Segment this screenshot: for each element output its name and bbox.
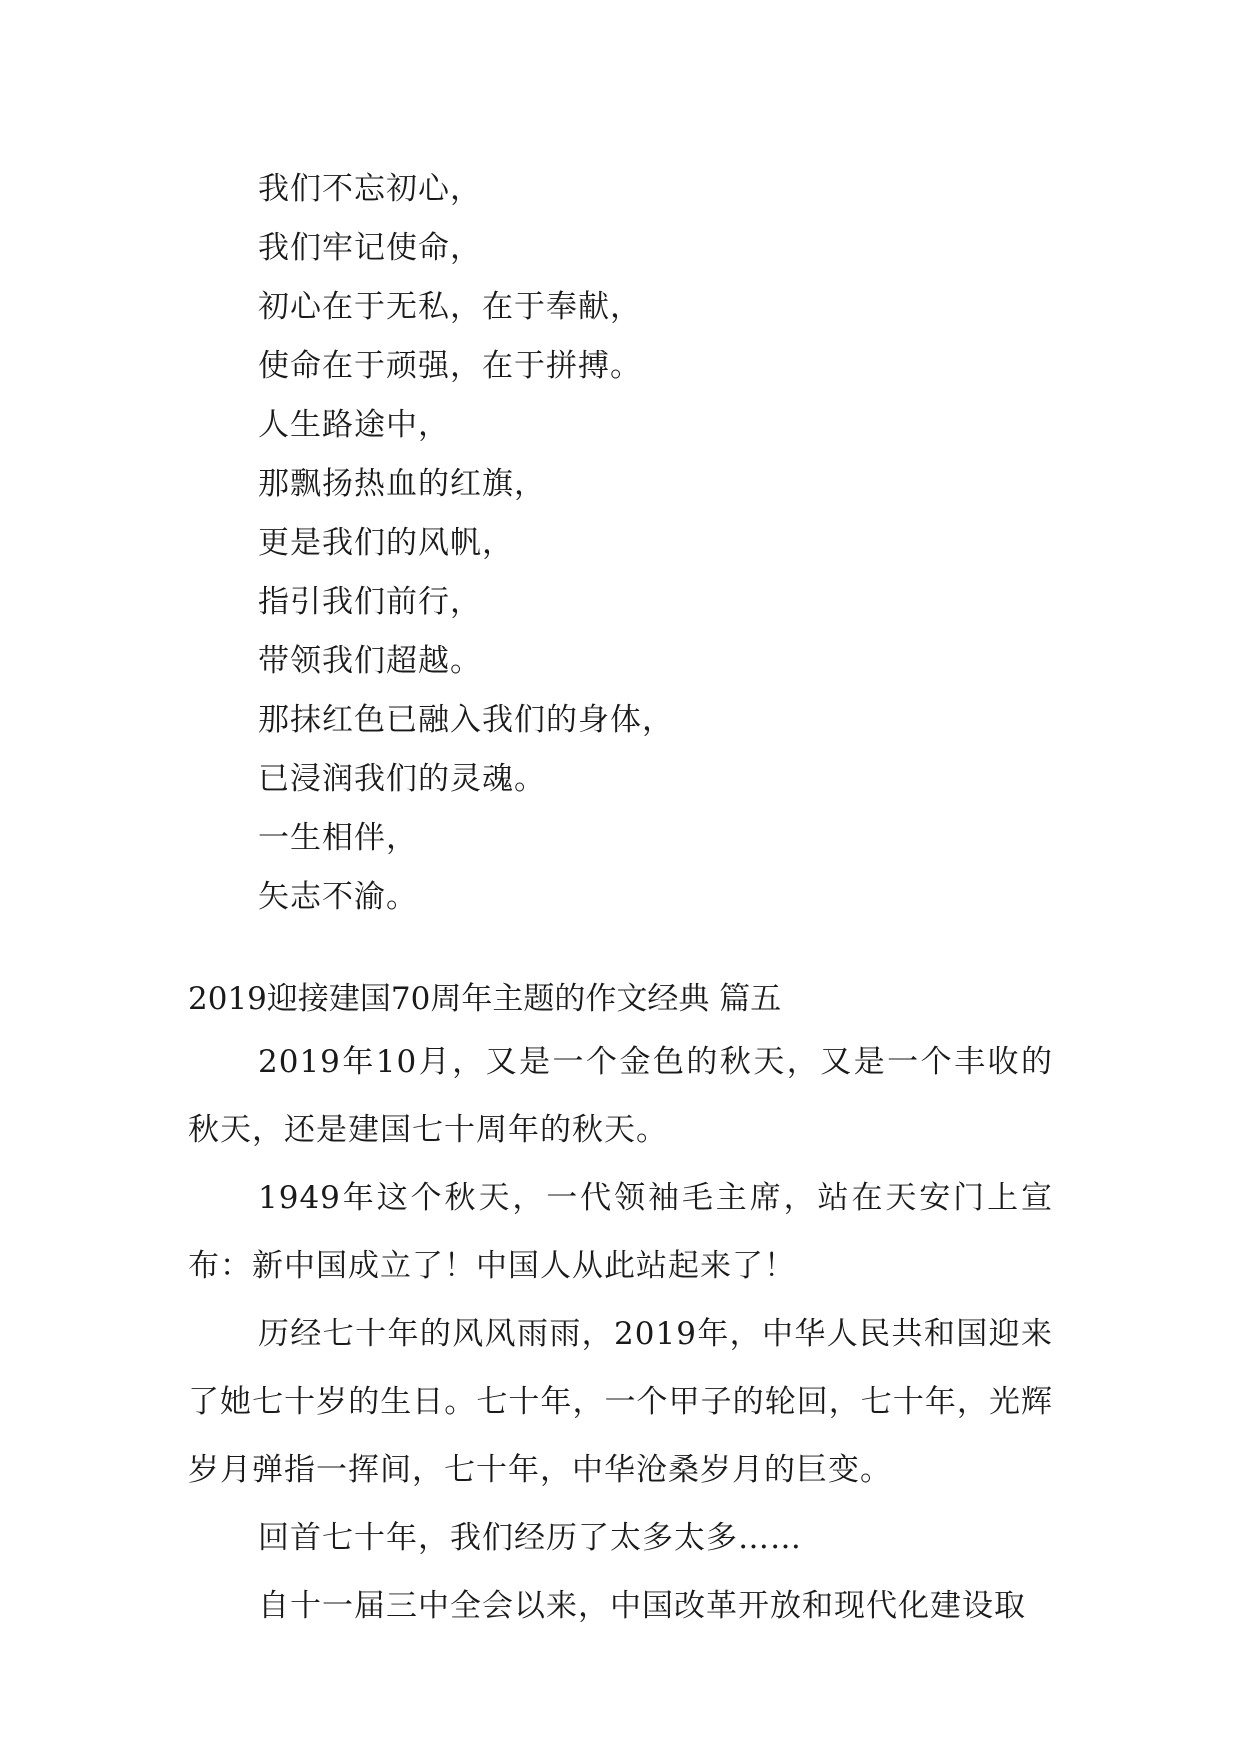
- poem-line: 矢志不渝。: [258, 879, 418, 915]
- poem-line: 初心在于无私，在于奉献，: [258, 289, 642, 325]
- article-heading: 2019迎接建国70周年主题的作文经典 篇五: [188, 981, 782, 1017]
- poem-line: 带领我们超越。: [258, 643, 482, 679]
- paragraph: 2019年10月，又是一个金色的秋天，又是一个丰收的秋天，还是建国七十周年的秋天。: [188, 1044, 1053, 1148]
- poem-line: 那飘扬热血的红旗，: [258, 466, 546, 502]
- poem-line: 一生相伴，: [258, 820, 418, 856]
- poem-line: 人生路途中，: [258, 407, 450, 443]
- poem-line: 那抹红色已融入我们的身体，: [258, 702, 674, 738]
- paragraph: 自十一届三中全会以来，中国改革开放和现代化建设取: [258, 1588, 1026, 1624]
- paragraph: 1949年这个秋天，一代领袖毛主席，站在天安门上宣布：新中国成立了！中国人从此站起来了！: [188, 1180, 1053, 1284]
- article: [188, 970, 1053, 1640]
- poem: [258, 160, 674, 927]
- poem-line: 已浸润我们的灵魂。: [258, 761, 546, 797]
- poem-line: 更是我们的风帆，: [258, 525, 514, 561]
- poem-line: 指引我们前行，: [258, 584, 482, 620]
- poem-line: 使命在于顽强，在于拼搏。: [258, 348, 642, 384]
- poem-line: 我们牢记使命，: [258, 230, 482, 266]
- paragraph: 回首七十年，我们经历了太多太多……: [258, 1520, 802, 1556]
- poem-line: 我们不忘初心，: [258, 171, 482, 207]
- paragraph: 历经七十年的风风雨雨，2019年，中华人民共和国迎来了她七十岁的生日。七十年，一个甲子的轮回，七十年，光辉岁月弹指一挥间，七十年，中华沧桑岁月的巨变。: [188, 1316, 1053, 1488]
